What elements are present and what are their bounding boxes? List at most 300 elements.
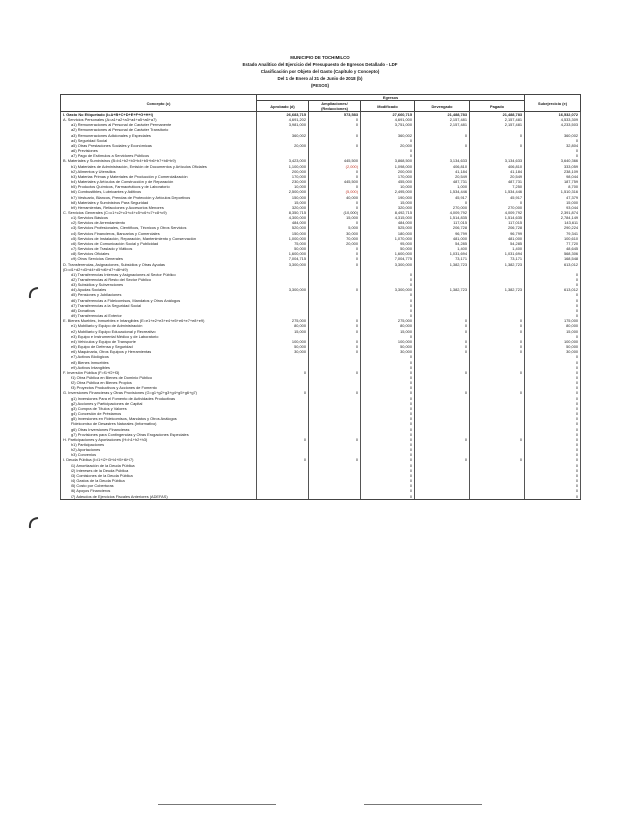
header-aprobado: Aprobado (d) [257, 101, 309, 112]
row-concept: b5) Productos Químicos, Farmacéuticos y de Laboratorio [61, 184, 257, 189]
row-concept: g3) Compra de Títulos y Valores [61, 406, 257, 411]
row-concept: d9) Transferencias al Exterior [61, 313, 257, 318]
row-concept: e4) Vehículos y Equipo de Transporte [61, 339, 257, 344]
row-subejercicio: 0 [525, 463, 581, 468]
row-aprobado: 1,000,000 [257, 236, 309, 241]
row-aprobado: 520,000 [257, 225, 309, 230]
row-pagado: 0 [470, 323, 525, 328]
row-subejercicio: 0 [525, 277, 581, 282]
row-subejercicio: 187,759 [525, 179, 581, 184]
row-modificado: 0 [361, 432, 415, 437]
row-concept: b9) Herramientas, Refacciones y Accesorios Menores [61, 205, 257, 210]
row-pagado: 7,250 [470, 184, 525, 189]
row-concept: g7) Provisiones para Contingencias y Otras Erogaciones Especiales [61, 432, 257, 437]
row-pagado: 117,015 [470, 220, 525, 225]
row-concept: a5) Otras Prestaciones Sociales y Económicas [61, 143, 257, 148]
row-devengado: 0 [415, 339, 470, 344]
signature-lines [0, 804, 638, 810]
row-ampliaciones: 0 [309, 339, 361, 344]
row-ampliaciones: 0 [309, 117, 361, 122]
row-subejercicio: 0 [525, 282, 581, 287]
row-concept: g6) Otras Inversiones Financieras [61, 427, 257, 432]
row-concept: i5) Costo por Coberturas [61, 483, 257, 488]
row-pagado: 1,514,635 [470, 215, 525, 220]
row-concept: e3) Equipo e Instrumental Médico y de Laboratorio [61, 334, 257, 339]
row-devengado: 0 [415, 457, 470, 462]
row-concept: d6) Transferencias a Fideicomisos, Mandatos y Otros Análogos [61, 298, 257, 303]
row-modificado: 0 [361, 468, 415, 473]
row-modificado: 0 [361, 437, 415, 442]
row-modificado: 0 [361, 148, 415, 153]
row-modificado: 3,300,000 [361, 262, 415, 267]
report-header [60, 54, 580, 89]
row-concept: c3) Servicios Profesionales, Científicos, Técnicos y Otros Servicios [61, 225, 257, 230]
row-concept: d1) Transferencias Internas y Asignaciones al Sector Público [61, 272, 257, 277]
row-concept: e7) Activos Biológicos [61, 354, 257, 359]
row-ampliaciones: 0 [309, 437, 361, 442]
row-subejercicio: 0 [525, 473, 581, 478]
row-ampliaciones: 573,583 [309, 112, 361, 118]
row-aprobado: 15,000 [257, 200, 309, 205]
row-devengado: 45,917 [415, 195, 470, 200]
row-modificado: 30,000 [361, 349, 415, 354]
row-pagado: 1,382,723 [470, 262, 525, 267]
table-header [61, 95, 581, 112]
row-concept: b2) Alimentos y Utensilios [61, 169, 257, 174]
row-aprobado: 1,600,000 [257, 251, 309, 256]
row-subejercicio: 143,611 [525, 220, 581, 225]
row-concept: f3) Proyectos Productivos y Acciones de Fomento [61, 385, 257, 390]
row-concept: i3) Comisiones de la Deuda Pública [61, 473, 257, 478]
row-ampliaciones: 445,500 [309, 158, 361, 163]
row-ampliaciones: 0 [309, 220, 361, 225]
row-modificado: 0 [361, 272, 415, 277]
row-pagado: 45,917 [470, 195, 525, 200]
row-modificado: 0 [361, 488, 415, 493]
row-devengado: 1,514,835 [415, 215, 470, 220]
row-modificado: 180,000 [361, 231, 415, 236]
row-subejercicio: 0 [525, 360, 581, 365]
row-concept: g1) Inversiones Para el Fomento de Actividades Productivas [61, 396, 257, 401]
header-pagado: Pagado [470, 101, 525, 112]
row-subejercicio: 4,233,503 [525, 122, 581, 127]
row-pagado: 0 [470, 390, 525, 395]
row-modificado: 0 [361, 313, 415, 318]
row-concept: I. Gasto No Etiquetado (I=A+B+C+D+E+F+G+H+I) [61, 112, 257, 118]
row-modificado: 8,492,715 [361, 210, 415, 215]
row-ampliaciones: 445,500 [309, 179, 361, 184]
row-aprobado: 10,000 [257, 184, 309, 189]
row-subejercicio: 0 [525, 483, 581, 488]
row-modificado: 525,000 [361, 225, 415, 230]
row-concept: i1) Amortización de la Deuda Pública [61, 463, 257, 468]
header-line-report-title: Estado Analítico del Ejercicio del Presupuesto de Egresos Detallado - LDF [242, 62, 398, 67]
row-concept: b7) Vestuario, Blancos, Prendas de Protección y Artículos Deportivos [61, 195, 257, 200]
row-pagado: 2,157,481 [470, 117, 525, 122]
row-concept: i6) Apoyos Financieros [61, 488, 257, 493]
row-ampliaciones: 0 [309, 169, 361, 174]
row-concept: d2) Transferencias al Resto del Sector Público [61, 277, 257, 282]
row-subejercicio: 0 [525, 375, 581, 380]
row-concept: a3) Remuneraciones Adicionales y Especiales [61, 133, 257, 138]
row-subejercicio: 0 [525, 272, 581, 277]
row-subejercicio: 0 [525, 488, 581, 493]
row-pagado: 54,285 [470, 241, 525, 246]
row-subejercicio: 1,510,316 [525, 189, 581, 194]
row-concept: G. Inversiones Financieras y Otras Provisiones (G=g1+g2+g3+g4+g5+g6+g7) [61, 390, 257, 395]
row-modificado: 4,315,000 [361, 215, 415, 220]
header-line-period: Del 1 de Enero al 31 de Junio de 2018 (b) [277, 76, 363, 81]
row-modificado: 95,000 [361, 241, 415, 246]
row-concept: e2) Mobiliario y Equipo Educacional y Recreativo [61, 329, 257, 334]
row-pagado: 73,171 [470, 256, 525, 261]
row-concept: E. Bienes Muebles, Inmuebles e Intangibles (E=e1+e2+e3+e4+e5+e6+e7+e8+e9) [61, 318, 257, 323]
row-devengado: 21,488,783 [415, 112, 470, 118]
row-pagado: 0 [470, 339, 525, 344]
signature-line [158, 804, 276, 805]
row-modificado: 0 [361, 463, 415, 468]
row-subejercicio: 0 [525, 334, 581, 339]
row-concept: d3) Subsidios y Subvenciones [61, 282, 257, 287]
punch-hole-icon [28, 286, 40, 300]
row-concept: C. Servicios Generales (C=c1+c2+c3+c4+c5+c6+c7+c8+c9) [61, 210, 257, 215]
row-devengado: 4,009,792 [415, 210, 470, 215]
row-aprobado: 0 [257, 370, 309, 375]
row-ampliaciones: 0 [309, 256, 361, 261]
row-ampliaciones: 5,000 [309, 225, 361, 230]
row-modificado: 0 [361, 334, 415, 339]
row-ampliaciones: 15,000 [309, 215, 361, 220]
row-aprobado: 7,004,715 [257, 256, 309, 261]
row-subejercicio: 0 [525, 303, 581, 308]
row-modificado: 0 [361, 277, 415, 282]
row-concept: d7) Transferencias a la Seguridad Social [61, 303, 257, 308]
row-concept: b4) Materiales y Artículos de Construcción y de Reparación [61, 179, 257, 184]
row-aprobado: 80,000 [257, 323, 309, 328]
row-ampliaciones: (10,000) [309, 210, 361, 215]
row-pagado: 1,534,446 [470, 189, 525, 194]
row-subejercicio: 0 [525, 452, 581, 457]
row-pagado: 4,009,792 [470, 210, 525, 215]
row-concept: e9) Activos Intangibles [61, 365, 257, 370]
row-subejercicio: 2,784,149 [525, 215, 581, 220]
row-subejercicio: 0 [525, 396, 581, 401]
row-ampliaciones: 0 [309, 323, 361, 328]
row-concept: h1) Participaciones [61, 442, 257, 447]
row-concept: f1) Obra Pública en Bienes de Dominio Público [61, 375, 257, 380]
row-modificado: 0 [361, 308, 415, 313]
row-subejercicio: 0 [525, 442, 581, 447]
row-modificado: 0 [361, 375, 415, 380]
row-modificado: 15,000 [361, 200, 415, 205]
row-subejercicio: 0 [525, 421, 581, 426]
row-concept: g5) Inversiones en Fideicomisos, Mandatos y Otros Análogos [61, 416, 257, 421]
row-concept: a6) Previsiones [61, 148, 257, 153]
row-concept: i4) Gastos de la Deuda Pública [61, 478, 257, 483]
row-pagado [470, 494, 525, 500]
header-line-municipio: MUNICIPIO DE TOCHIMILCO [290, 55, 350, 60]
row-modificado: 7,004,775 [361, 256, 415, 261]
row-concept: e5) Equipo de Defensa y Seguridad [61, 344, 257, 349]
row-modificado: 0 [361, 411, 415, 416]
row-concept: c8) Servicios Oficiales [61, 251, 257, 256]
row-subejercicio: 0 [525, 370, 581, 375]
row-ampliaciones: 0 [309, 262, 361, 267]
row-aprobado: 50,000 [257, 344, 309, 349]
row-modificado: 50,000 [361, 344, 415, 349]
row-devengado: 406,810 [415, 164, 470, 169]
row-ampliaciones: 0 [309, 287, 361, 292]
row-devengado: 0 [415, 318, 470, 323]
header-modificado: Modificado [361, 101, 415, 112]
row-pagado: 1,400 [470, 246, 525, 251]
row-concept: d5) Pensiones y Jubilaciones [61, 292, 257, 297]
row-subejercicio: 0 [525, 148, 581, 153]
row-pagado: 0 [470, 349, 525, 354]
row-modificado: 10,000 [361, 184, 415, 189]
row-pagado: 0 [470, 344, 525, 349]
row-aprobado: 360,002 [257, 133, 309, 138]
row-modificado: 0 [361, 478, 415, 483]
row-modificado: 0 [361, 473, 415, 478]
header-line-classification: Clasificación por Objeto del Gasto (Capítulo y Concepto) [260, 69, 380, 74]
row-devengado: 54,285 [415, 241, 470, 246]
row-modificado: 275,000 [361, 318, 415, 323]
row-ampliaciones: 0 [309, 174, 361, 179]
row-devengado: 20,549 [415, 174, 470, 179]
row-aprobado: 4,300,000 [257, 215, 309, 220]
row-subejercicio: 100,610 [525, 236, 581, 241]
row-subejercicio: 30,000 [525, 349, 581, 354]
row-subejercicio: 0 [525, 313, 581, 318]
budget-table [60, 94, 581, 500]
row-subejercicio: 0 [525, 457, 581, 462]
row-pagado: 0 [470, 133, 525, 138]
row-devengado: 2,157,481 [415, 117, 470, 122]
row-subejercicio: 93,044 [525, 205, 581, 210]
row-devengado: 0 [415, 329, 470, 334]
row-subejercicio: 0 [525, 416, 581, 421]
row-devengado: 1,534,446 [415, 189, 470, 194]
row-concept: c6) Servicios de Comunicación Social y Publicidad [61, 241, 257, 246]
row-subejercicio: 77,720 [525, 241, 581, 246]
row-modificado: 1,600,000 [361, 251, 415, 256]
row-subejercicio: 0 [525, 380, 581, 385]
row-concept: b6) Combustibles, Lubricantes y Aditivos [61, 189, 257, 194]
row-devengado: 0 [415, 200, 470, 205]
row-ampliaciones: 20,000 [309, 241, 361, 246]
row-subejercicio: 8,700 [525, 184, 581, 189]
row-concept: h2) Aportaciones [61, 447, 257, 452]
row-modificado: 190,000 [361, 195, 415, 200]
row-aprobado: 50,000 [257, 246, 309, 251]
row-pagado: 487,731 [470, 179, 525, 184]
row-subejercicio: 3,640,366 [525, 158, 581, 163]
row-modificado: 4,691,000 [361, 117, 415, 122]
row-devengado: 41,184 [415, 169, 470, 174]
row-aprobado: 3,423,000 [257, 158, 309, 163]
row-aprobado: 230,000 [257, 179, 309, 184]
row-ampliaciones: 0 [309, 143, 361, 148]
row-aprobado: 15,000 [257, 329, 309, 334]
row-subejercicio: 2,391,874 [525, 210, 581, 215]
row-concept: f2) Obra Pública en Bienes Propios [61, 380, 257, 385]
row-modificado: 484,000 [361, 220, 415, 225]
row-subejercicio: 238,109 [525, 169, 581, 174]
row-subejercicio: 47,379 [525, 195, 581, 200]
row-modificado: 0 [361, 457, 415, 462]
row-devengado: 73,171 [415, 256, 470, 261]
row-modificado: 100,000 [361, 339, 415, 344]
row-modificado: 0 [361, 354, 415, 359]
row-aprobado: 0 [257, 457, 309, 462]
row-devengado: 1,382,723 [415, 262, 470, 267]
row-modificado: 80,000 [361, 323, 415, 328]
row-devengado: 1,000 [415, 184, 470, 189]
row-subejercicio: 0 [525, 437, 581, 442]
row-subejercicio: 0 [525, 390, 581, 395]
row-pagado: 406,810 [470, 164, 525, 169]
row-devengado: 3,134,633 [415, 158, 470, 163]
row-pagado: 0 [470, 143, 525, 148]
row-concept: a4) Seguridad Social [61, 138, 257, 143]
row-aprobado: 0 [257, 437, 309, 442]
row-aprobado: 26,683,715 [257, 112, 309, 118]
row-pagado: 21,488,783 [470, 112, 525, 118]
row-modificado: 0 [361, 303, 415, 308]
row-modificado: 20,000 [361, 143, 415, 148]
row-concept: b3) Materias Primas y Materiales de Producción y Comercialización [61, 174, 257, 179]
row-modificado: 200,000 [361, 169, 415, 174]
row-aprobado: 8,350,715 [257, 210, 309, 215]
row-subejercicio: 613,012 [525, 262, 581, 267]
row-aprobado [257, 494, 309, 500]
row-modificado: 0 [361, 494, 415, 500]
row-devengado: 0 [415, 349, 470, 354]
row-subejercicio: 0 [525, 365, 581, 370]
row-subejercicio: 0 [525, 478, 581, 483]
row-ampliaciones: 0 [309, 133, 361, 138]
row-subejercicio: 98,044 [525, 174, 581, 179]
row-modificado: 0 [361, 298, 415, 303]
row-aprobado: 320,000 [257, 205, 309, 210]
row-pagado: 481,000 [470, 236, 525, 241]
row-ampliaciones: 0 [309, 344, 361, 349]
row-modificado: 15,000 [361, 329, 415, 334]
row-devengado: 0 [415, 344, 470, 349]
row-modificado: 0 [361, 447, 415, 452]
row-subejercicio: 16,532,072 [525, 112, 581, 118]
row-subejercicio: 0 [525, 385, 581, 390]
row-devengado: 0 [415, 390, 470, 395]
row-ampliaciones: 70,000 [309, 236, 361, 241]
row-concept: i2) Intereses de la Deuda Pública [61, 468, 257, 473]
header-ampliaciones: Ampliaciones/ (Reducciones) [309, 101, 361, 112]
row-modificado: 0 [361, 427, 415, 432]
row-ampliaciones: 0 [309, 200, 361, 205]
row-devengado: 0 [415, 133, 470, 138]
row-concept: Fideicomiso de Desastres Naturales (Informativo) [61, 421, 257, 426]
row-concept: B. Materiales y Suministros (B=b1+b2+b3+b4+b5+b6+b7+b8+b9) [61, 158, 257, 163]
row-concept: c9) Otros Servicios Generales [61, 256, 257, 261]
row-devengado: 481,000 [415, 236, 470, 241]
row-aprobado: 100,000 [257, 339, 309, 344]
row-subejercicio: 0 [525, 308, 581, 313]
row-subejercicio: 4,533,309 [525, 117, 581, 122]
row-aprobado: 4,691,202 [257, 117, 309, 122]
row-modificado: 3,300,000 [361, 287, 415, 292]
row-modificado: 0 [361, 385, 415, 390]
row-pagado: 2,157,481 [470, 122, 525, 127]
row-pagado: 0 [470, 329, 525, 334]
row-devengado [415, 494, 470, 500]
row-pagado: 0 [470, 200, 525, 205]
row-modificado: 0 [361, 483, 415, 488]
row-subejercicio: 0 [525, 401, 581, 406]
row-ampliaciones: 0 [309, 122, 361, 127]
header-subejercicio: Subejercicio (e) [525, 95, 581, 112]
row-concept: c7) Servicios de Traslado y Viáticos [61, 246, 257, 251]
row-modificado: 0 [361, 421, 415, 426]
row-concept: e1) Mobiliario y Equipo de Administración [61, 323, 257, 328]
row-subejercicio: 0 [525, 292, 581, 297]
row-concept: D. Transferencias, Asignaciones, Subsidios y Otras Ayudas [61, 262, 257, 267]
row-aprobado: 150,000 [257, 231, 309, 236]
row-subejercicio: 0 [525, 432, 581, 437]
row-modificado: 0 [361, 416, 415, 421]
row-concept: a1) Remuneraciones al Personal de Carácter Permanente [61, 122, 257, 127]
row-aprobado: 3,300,000 [257, 287, 309, 292]
row-modificado: 0 [361, 370, 415, 375]
row-modificado: 0 [361, 282, 415, 287]
row-subejercicio: 0 [525, 298, 581, 303]
row-concept: a7) Pago de Estímulos a Servidores Públicos [61, 153, 257, 158]
row-concept: d8) Donativos [61, 308, 257, 313]
row-aprobado: 3,981,000 [257, 122, 309, 127]
row-ampliaciones: 0 [309, 370, 361, 375]
row-subejercicio: 360,002 [525, 133, 581, 138]
row-concept: c5) Servicios de Instalación, Reparación, Mantenimiento y Conservación [61, 236, 257, 241]
row-pagado: 270,000 [470, 205, 525, 210]
row-modificado: 3,751,000 [361, 122, 415, 127]
row-modificado: 0 [361, 360, 415, 365]
row-devengado: 96,799 [415, 231, 470, 236]
row-modificado: 0 [361, 292, 415, 297]
row-modificado: 0 [361, 442, 415, 447]
row-subejercicio: 168,548 [525, 256, 581, 261]
row-subejercicio: 80,000 [525, 323, 581, 328]
table-body [61, 112, 581, 500]
row-aprobado: 0 [257, 390, 309, 395]
row-subejercicio: 15,000 [525, 200, 581, 205]
row-ampliaciones [309, 494, 361, 500]
row-ampliaciones: 30,000 [309, 231, 361, 236]
row-subejercicio: 175,000 [525, 318, 581, 323]
row-concept: c2) Servicios de Arrendamiento [61, 220, 257, 225]
row-concept: b1) Materiales de Administración, Emisión de Documentos y Artículos Oficiales [61, 164, 257, 169]
table-row [61, 494, 581, 500]
row-aprobado: 2,500,000 [257, 189, 309, 194]
row-modificado: 0 [361, 401, 415, 406]
document-page [60, 54, 580, 500]
row-pagado: 20,549 [470, 174, 525, 179]
row-concept: g2) Acciones y Participaciones de Capital [61, 401, 257, 406]
row-aprobado: 150,000 [257, 195, 309, 200]
row-aprobado: 275,000 [257, 318, 309, 323]
row-subejercicio: 613,012 [525, 287, 581, 292]
row-pagado: 96,799 [470, 231, 525, 236]
signature-line [364, 804, 482, 805]
